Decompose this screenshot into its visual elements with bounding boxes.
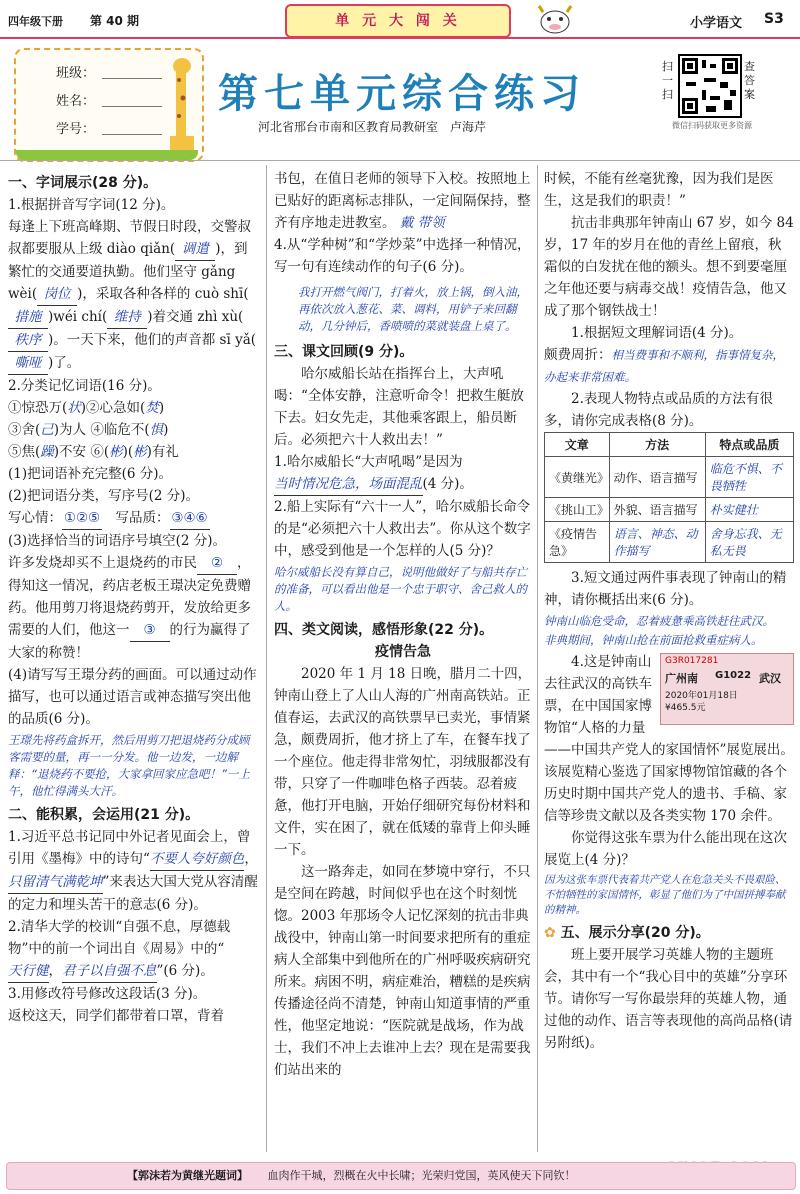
answer-zao[interactable]: 躁 [40,444,54,460]
edit-text-start: 返校这天，同学们都带着口罩，背着 [8,1008,224,1024]
issue-label: 第 40 期 [90,14,140,28]
article-paragraph-3: 时候，不能有丝毫犹豫，因为我们是医生，这是我们的职责！” [544,171,774,209]
question-2-4: 4.从“学种树”和“学炒菜”中选择一种情况，写一句有连续动作的句子(6 分)。 [274,237,531,275]
table-cell: 《黄继光》 [545,457,610,498]
article-paragraph-1: 2020 年 1 月 18 日晚，腊月二十四，钟南山登上了人山人海的广州南高铁站。正值春运，去武汉的高铁票早已卖光，事情紧急，颇费周折，他才挤上了车，在餐车找了一个座位。他走得非常匆忙，羽绒服都没有带，只穿了一件咖啡色格子西装。忍着疲惫，他打开电脑，开始仔细研究每份材料和文件，实在困了，就在低矮的靠背上仰头睡一下。 [274,666,532,858]
q3-1-text: 1.哈尔威船长“大声吼喝”是因为 [274,454,463,470]
table-cell[interactable]: 舍身忘我、无私无畏 [705,522,793,563]
answer-poem-2[interactable]: 只留清气满乾坤 [8,871,103,894]
footer-label: 【郭沫若为黄继光题词】 [127,1169,248,1182]
answer-zhixu[interactable]: 秩序 [8,329,48,352]
ticket-date: 2020年01月18日 [665,691,738,701]
question-4-1-word [544,344,794,388]
answer-bin[interactable]: 彬 [109,444,123,460]
page-title: 第七单元综合练习 [218,71,586,117]
table-header: 特点或品质 [705,433,793,457]
page-header [0,0,800,40]
idiom-4: )为人 ④临危不( [53,422,150,438]
q2-1-end: ”来表达大国大党从容清醒的定力和埋头苦干的意志(6 分)。 [8,874,258,913]
answer-fill-1[interactable]: ② [197,552,237,575]
answer-subquestion-4[interactable]: 王璟先将药盒拆开，然后用剪刀把退烧药分成顾客需要的量，再一一分发。他一边发，一边解释：“退烧药不要抢，大家拿回家应急吧！”一上午，他忙得满头大汗。 [8,733,250,798]
header-rule [0,37,800,39]
edit-text-continued [274,168,532,234]
answer-2-4[interactable]: 我打开燃气阀门，打着火，放上锅，倒入油，再依次放入葱花、菜、调料，用铲子来回翻动，几分钟后，香喷喷的菜就装盘上桌了。 [298,285,528,333]
question-3-2: 2.船上实际有“六十一人”，哈尔威船长命令的是“必须把六十人救出去”。你从这个数字中，感受到他是一个怎样的人(5 分)？ [274,499,531,559]
method-table [544,432,794,563]
section-3-passage: 哈尔威船长站在指挥台上，大声吼喝：“全体安静，注意听命令！把救生艇放下去。妇女先走，其他乘客跟上，船员断后。必须把六十人救出去！” [274,366,524,448]
pinyin-text-4: )wéi chí( [48,309,108,325]
ticket-train: G1022 [715,670,752,681]
page-footer [6,1162,796,1190]
section-3-heading: 三、课文回顾(9 分)。 [274,344,414,360]
column-3 [544,168,794,1154]
class-label: 班级： [56,66,96,81]
table-cell: 《疫情告急》 [545,522,610,563]
edit-text-body: 书包，在值日老师的领导下入校。按照地上已贴好的距离标志排队，一定间隔保持，整齐有序地走进教室。 [274,171,531,231]
subquestion-3: (3)选择恰当的词语序号填空(2 分)。 [8,533,227,549]
section-5-text: 班上要开展学习英雄人物的主题班会，其中有一个“我心目中的英雄”分享环节。请你写一写你最崇拜的英雄人物，通过他的动作、语言等表现他的高尚品格(请另附纸)。 [544,947,793,1051]
author-line: 河北省邢台市南和区教育局教研室 卢海芹 [258,120,487,134]
idiom-row-2: ③舍(己)为人 ④临危不(惧) [8,422,169,438]
column-2 [274,168,532,1154]
name-box [14,48,204,162]
answer-fen[interactable]: 焚 [145,400,159,416]
answer-weichi[interactable]: 维持 [107,306,147,329]
pinyin-text-6: )。一天下来，他们的声音都 sī yǎ( [48,332,257,348]
subquestion-1: (1)把词语补充完整(6 分)。 [8,466,173,482]
idiom-6: )不安 ⑥( [53,444,110,460]
edit-mark-1[interactable]: 戴 [399,215,414,231]
table-cell[interactable]: 外貌、语言描写 [609,498,705,522]
answer-gangwei[interactable]: 岗位 [37,283,77,306]
banner-text: 单 元 大 闯 关 [335,13,461,29]
fill-text-1: 许多发烧却买不上退烧药的市民 [8,555,197,571]
section-4-heading: 四、类文阅读，感悟形象(22 分)。 [274,622,494,638]
answer-fill-2[interactable]: ③ [130,619,170,642]
name-field[interactable] [102,106,162,107]
answer-motto-2[interactable]: 君子以自强不息 [62,960,157,983]
table-cell[interactable]: 语言、神态、动作描写 [609,522,705,563]
idiom-row-3 [8,441,260,463]
table-cell: 《挑山工》 [545,498,610,522]
answer-4-1[interactable]: 相当费事和不顺利，指事情复杂，办起来非常困难。 [544,348,784,384]
answer-zhuang[interactable]: 状 [67,400,81,416]
quality-label: 写品质： [115,510,170,526]
qr-code-icon[interactable] [678,54,742,118]
grade-label: 四年级下册 [8,15,63,28]
giraffe-icon [164,54,200,154]
question-4-3: 3.短文通过两件事表现了钟南山的精神，请你概括出来(6 分)。 [544,570,787,608]
answer-ju[interactable]: 惧 [149,422,164,438]
column-divider-2 [537,165,538,1152]
idiom-5: ⑤焦( [8,444,41,460]
question-4-4-block [544,651,794,827]
table-row [545,498,794,522]
idiom-row-1: ①惊恐万(状)②心急如(焚) [8,400,165,416]
answer-3-2[interactable]: 哈尔威船长没有算自己，说明他做好了与船共存亡的准备，可以看出他是一个忠于职守、舍己救人的人。 [274,565,527,613]
star-icon: ✿ [544,925,556,941]
question-2-2: 2.清华大学的校训“自强不息，厚德载物”中的前一个词出自《周易》中的“天行健，君子以自强不息”(6 分)。 [8,916,260,983]
answer-4-3-a[interactable]: 钟南山临危受命，忍着疲惫乘高铁赶往武汉。 [544,614,774,628]
subject-label: 小学语文 [690,16,743,31]
fill-text-3: 的行为赢得了大家的称赞！ [8,622,251,661]
column-divider-1 [266,165,267,1152]
table-header: 方法 [609,433,705,457]
question-3-1 [274,451,532,496]
answer-ji[interactable]: 己 [40,422,54,438]
fill-paragraph [8,552,260,664]
qr-scan-label: 扫一扫 [662,60,673,101]
question-4-2: 2.表现人物特点或品质的方法有很多，请你完成表格(8 分)。 [544,391,773,429]
name-label: 姓名： [56,94,96,109]
qr-check-label: 查答案 [744,60,755,101]
table-header: 文章 [545,433,610,457]
pinyin-paragraph: 每逢上下班高峰期、节假日时段，交警叔叔都要服从上级 diào qiǎn( 调遣 )，到繁忙的交通要道执勤。他们坚守 gǎng wèi( 岗位 )，采取各种各样的 cuò shī(措施 )wéi chí( 维持 )着交通 zhì xù(秩序 )。一天下来，他们的声音都 sī yǎ(嘶哑 )了。 [8,216,260,375]
train-ticket-image [660,653,794,725]
table-cell[interactable]: 临危不惧、不畏牺牲 [705,457,793,498]
idiom-6c: )有礼 [146,444,179,460]
answer-4-3-b[interactable]: 非典期间，钟南山抢在前面抢救重症病人。 [544,633,763,647]
q2-1-text: 1.习近平总书记同中外记者见面会上，曾引用《墨梅》中的诗句“ [8,829,251,867]
page-number: S3 [764,11,784,27]
q2-2-text: 2.清华大学的校训“自强不息，厚德载物”中的前一个词出自《周易》中的“ [8,919,231,957]
cow-icon [535,2,575,36]
ticket-to: 武汉 [759,672,781,685]
answer-3-1[interactable]: 当时情况危急，场面混乱 [274,473,423,496]
idiom-6b: )( [122,444,134,460]
table-cell[interactable]: 动作、语言描写 [609,457,705,498]
subquestion-4: (4)请写写王璟分药的画面。可以通过动作描写，也可以通过语言或神态描写突出他的品质(6 分)。 [8,667,257,727]
idiom-2: )②心急如( [80,400,146,416]
answer-motto-1[interactable]: 天行健 [8,960,49,983]
footer-quote: 血肉作干城，烈概在火中长啸；光荣归党国，英风使天下同钦！ [267,1169,576,1182]
edit-mark-2[interactable]: 带领 [417,215,445,231]
grass-decoration [16,150,198,160]
pinyin-text-3: )，采取各种各样的 cuò shī( [77,286,249,302]
article-paragraph-4: 抗击非典那年钟南山 67 岁，如今 84 岁，17 年的岁月在他的青丝上留痕，秋霜似的白发扰在他的额头。想不到要毫厘之年他还要与病毒交战！疫情告急，他又成了那个钢铁战士！ [544,215,794,319]
answer-diaoqian[interactable]: 调遣 [175,238,215,261]
table-row [545,522,794,563]
question-1-1: 1.根据拼音写字词(12 分)。 [8,197,175,213]
table-header-row [545,433,794,457]
class-field[interactable] [102,78,162,79]
idiom-1: ①惊恐万( [8,400,68,416]
answer-bin-2[interactable]: 彬 [133,444,147,460]
question-4-1: 1.根据短文理解词语(4 分)。 [571,325,743,341]
classify-row [8,507,260,530]
ticket-code: G3R017281 [665,656,719,666]
pinyin-text-7: )了。 [48,355,81,371]
word-label: 颇费周折： [544,347,612,363]
idiom-3: ③舍( [8,422,41,438]
header-banner [285,4,511,38]
answer-4-4[interactable]: 因为这张车票代表着共产党人在危急关头不畏艰险、不怕牺牲的家国情怀，彰显了他们为了中国拼搏奉献的精神。 [544,874,786,916]
answer-cuoshi[interactable]: 措施 [8,306,48,329]
id-field[interactable] [102,134,162,135]
question-4-4: 4.这是钟南山去往武汉的高铁车票，在中国国家博物馆“人格的力量——中国共产党人的家国情怀”展览展出。该展览精心鉴选了国家博物馆馆藏的各个历史时期中国共产党人的遗书、手稿、家信等珍贵文献以及各类实物 170 余件。 [544,654,794,824]
mood-label: 写心情： [8,510,62,526]
question-2-1: 1.习近平总书记同中外记者见面会上，曾引用《墨梅》中的诗句“不要人夸好颜色，只留清气满乾坤”来表达大国大党从容清醒的定力和埋头苦干的意志(6 分)。 [8,829,258,913]
answer-poem-1[interactable]: 不要人夸好颜色 [150,848,245,871]
q3-1-end: (4 分)。 [422,476,473,492]
table-cell[interactable]: 朴实健壮 [705,498,793,522]
section-1-heading: 一、字词展示(28 分)。 [8,175,158,191]
question-2-3: 3.用修改符号修改这段话(3 分)。 [8,986,207,1002]
pinyin-text-2: ，到繁忙的交通要道执勤。他们坚守 gǎng wèi( [8,241,248,302]
fill-text-2: ，得知这一情况，药店老板王璟决定免费赠药。他用剪刀将退烧药剪开，发放给更多需要的人们，他这一 [8,555,251,638]
section-2-heading: 二、能积累，会运用(21 分)。 [8,807,200,823]
question-1-2: 2.分类记忆词语(16 分)。 [8,378,161,394]
ticket-from: 广州南 [665,672,698,685]
section-5-heading [544,922,794,942]
column-1 [8,168,260,1154]
section-5-title: 五、展示分享(20 分)。 [560,925,710,941]
q2-2-end: ”(6 分)。 [156,963,214,979]
article-paragraph-2: 这一路奔走，如同在梦境中穿行，不只是空间在跨越，时间似乎也在这个时刻恍惚。2003 年那场令人记忆深刻的抗击非典战役中，钟南山第一时间要求把所有的重症病人全部集中到他所在的广州呼吸疾病研究所来。病困不明，病症难治，糟糕的是疾病传播途径尚不清楚，钟南山知道事情的严重性，他坚定地说：“医院就是战场，作为战士，我们不冲上去谁冲上去？现在是需要我们站出来的 [274,864,531,1078]
pinyin-text-1: 每逢上下班高峰期、节假日时段，交警叔叔都要服从上级 diào qiǎn [8,219,251,257]
question-4-4-ask: 你觉得这张车票为什么能出现在这次展览上(4 分)？ [544,830,787,868]
article-title: 疫情告急 [375,644,431,660]
ticket-price: ¥465.5元 [665,703,706,713]
subquestion-2: (2)把词语分类，写序号(2 分)。 [8,488,200,504]
answer-quality[interactable]: ③④⑥ [170,507,210,530]
pinyin-text-5: )着交通 zhì xù( [147,309,244,325]
qr-caption: 微信扫码获取更多资源 [672,121,752,130]
title-rule [0,160,800,161]
id-label: 学号： [56,122,96,137]
answer-mood[interactable]: ①②⑤ [62,507,102,530]
answer-siya[interactable]: 嘶哑 [8,352,48,375]
table-row [545,457,794,498]
